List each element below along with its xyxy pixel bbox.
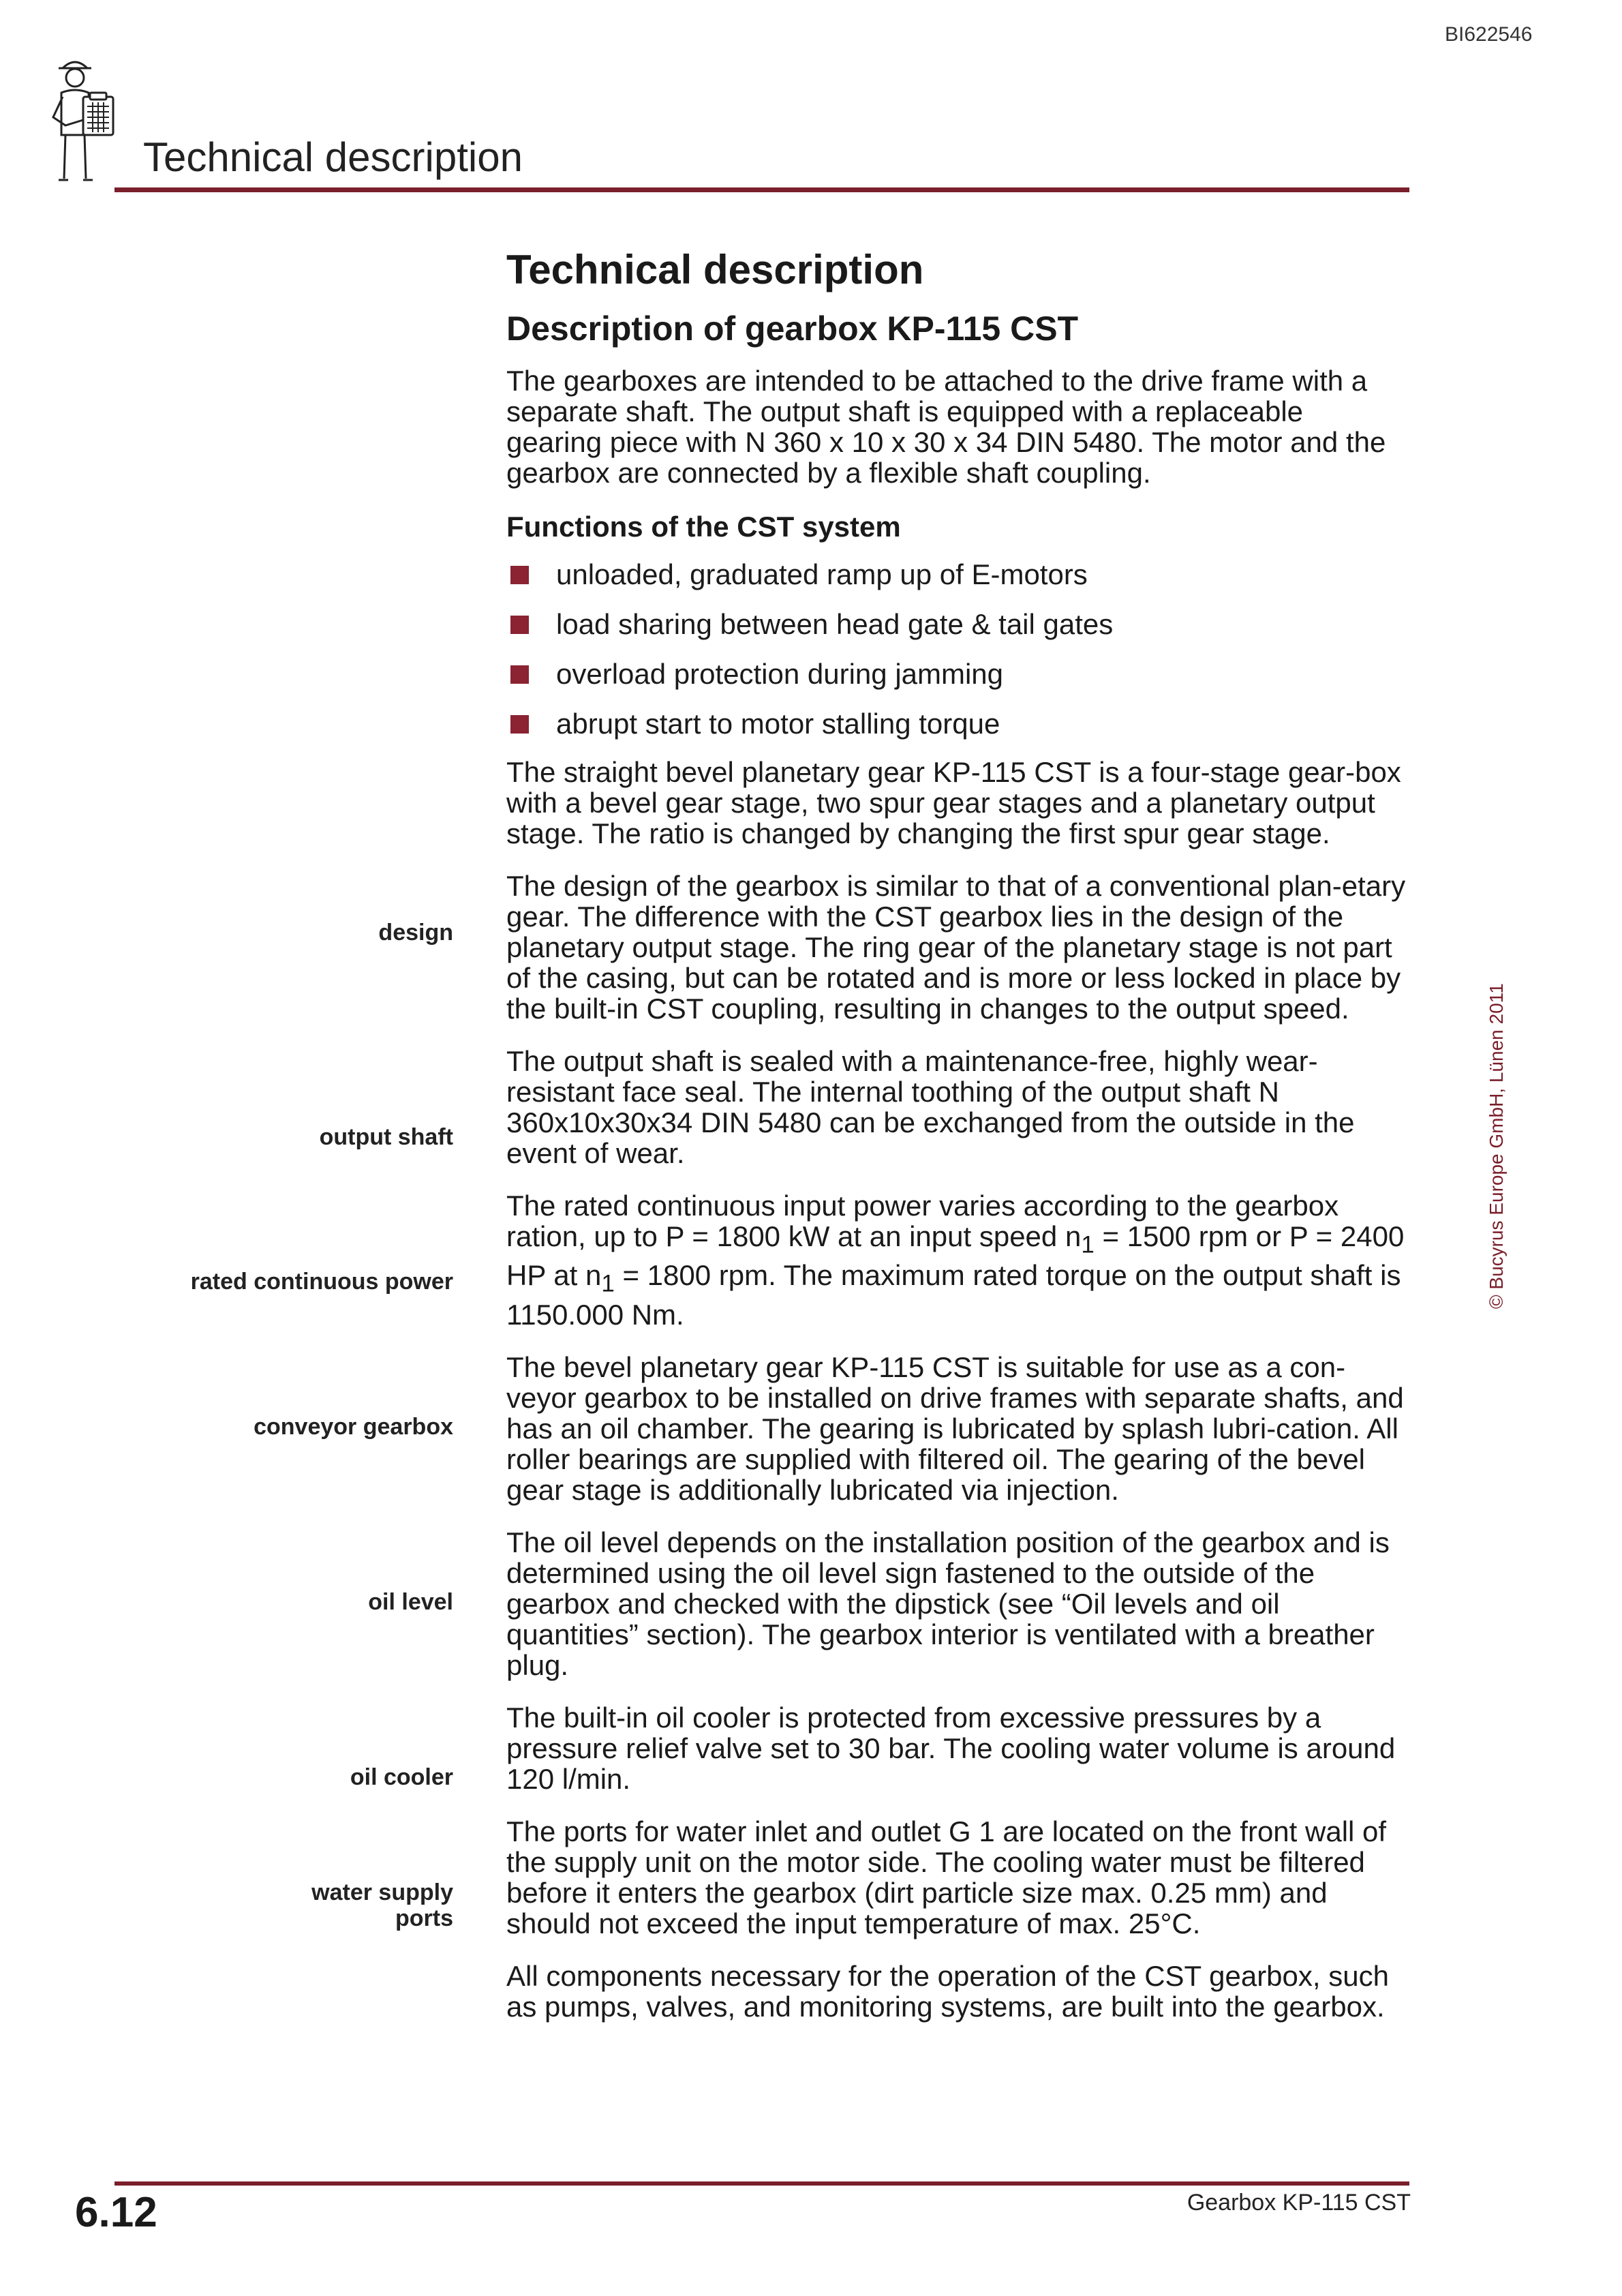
section-subtitle: Description of gearbox KP-115 CST <box>506 309 1079 348</box>
page-number: 6.12 <box>75 2189 157 2236</box>
rated-power-paragraph: The rated continuous input power varies according to the gearbox ration, up to P = 1800 kW at an input speed $n_1 = 1500$ rpm or P = 2400 HP at $n_1 = 1800$ rpm. The maximum rated torque on the output shaft is 1150.000 Nm. <box>506 1190 1405 1331</box>
oil-cooler-paragraph: The built-in oil cooler is protected from excessive pressures by a pressure relief valve set to 30 bar. The cooling water volume is around 120 l/min. <box>506 1701 1396 1795</box>
square-bullet-icon <box>510 715 529 734</box>
list-item-text: abrupt start to motor stalling torque <box>556 708 1000 740</box>
intro-paragraph: The gearboxes are intended to be attached to the drive frame with a separate shaft. The output shaft is equipped with a replaceable gearing piece with N 360 x 10 x 30 x 34 DIN 5480. The motor and the gearbox are connected by a flexible shaft coupling. <box>506 365 1386 489</box>
list-item-text: overload protection during jamming <box>556 658 1004 690</box>
document-id: BI622546 <box>1445 23 1533 46</box>
footer-divider <box>114 2181 1409 2186</box>
list-item <box>506 657 1406 691</box>
side-label-oil-level: oil level <box>368 1589 453 1615</box>
list-item <box>506 707 1406 741</box>
side-label-water-supply-ports: water supply ports <box>311 1879 453 1931</box>
list-item <box>506 558 1406 592</box>
oil-level-paragraph: The oil level depends on the installation position of the gearbox and is determined using the oil level sign fastened to the outside of the gearbox and checked with the dipstick (see “Oil levels and oil quantities” section). The gearbox interior is ventilated with a breather plug. <box>506 1526 1390 1681</box>
closing-paragraph: All components necessary for the operation of the CST gearbox, such as pumps, valves, and monitoring systems, are built into the gearbox. <box>506 1959 1389 2023</box>
functions-list <box>506 558 1406 741</box>
overview-paragraph: The straight bevel planetary gear KP-115 CST is a four-stage gear-box with a bevel gear stage, two spur gear stages and a planetary output stage. The ratio is changed by changing the first spur gear stage. <box>506 756 1401 849</box>
design-paragraph: The design of the gearbox is similar to that of a conventional plan-etary gear. The difference with the CST gearbox lies in the design of the planetary output stage. The ring gear of the planetary stage is not part of the casing, but can be rotated and is more or less locked in place by the built-in CST coupling, resulting in changes to the output speed. <box>506 870 1406 1025</box>
square-bullet-icon <box>510 665 529 684</box>
header-divider <box>114 187 1409 192</box>
list-item-text: unloaded, graduated ramp up of E-motors <box>556 558 1088 590</box>
side-label-output-shaft: output shaft <box>319 1124 453 1150</box>
footer-document-title: Gearbox KP-115 CST <box>1187 2190 1411 2216</box>
functions-heading: Functions of the CST system <box>506 511 901 543</box>
output-shaft-paragraph: The output shaft is sealed with a maintenance-free, highly wear-resistant face seal. The internal toothing of the output shaft N 360x10x30x34 DIN 5480 can be exchanged from the outside in the event of wear. <box>506 1045 1355 1169</box>
list-item-text: load sharing between head gate & tail gates <box>556 608 1114 640</box>
side-label-design: design <box>378 920 453 946</box>
square-bullet-icon <box>510 566 529 584</box>
conveyor-gearbox-paragraph: The bevel planetary gear KP-115 CST is suitable for use as a con-veyor gearbox to be installed on drive frames with separate shafts, and has an oil chamber. The gearing is lubricated by splash lubri-cation. All roller bearings are supplied with filtered oil. The gearing of the bevel gear stage is additionally lubricated via injection. <box>506 1350 1404 1506</box>
copyright-note: © Bucyrus Europe GmbH, Lünen 2011 <box>1486 983 1507 1309</box>
water-supply-paragraph: The ports for water inlet and outlet G 1 are located on the front wall of the supply unit on the motor side. The cooling water must be filtered before it enters the gearbox (dirt particle size max. 0.25 mm) and should not exceed the input temperature of max. 25°C. <box>506 1815 1387 1939</box>
list-item <box>506 607 1406 641</box>
page-title: Technical description <box>506 247 924 292</box>
main-content <box>506 245 1406 2044</box>
worker-with-clipboard-icon <box>48 55 136 184</box>
square-bullet-icon <box>510 616 529 634</box>
side-label-conveyor-gearbox: conveyor gearbox <box>254 1414 453 1440</box>
side-label-rated-power: rated continuous power <box>190 1269 453 1295</box>
header-title: Technical description <box>143 134 523 180</box>
side-label-oil-cooler: oil cooler <box>350 1764 453 1790</box>
